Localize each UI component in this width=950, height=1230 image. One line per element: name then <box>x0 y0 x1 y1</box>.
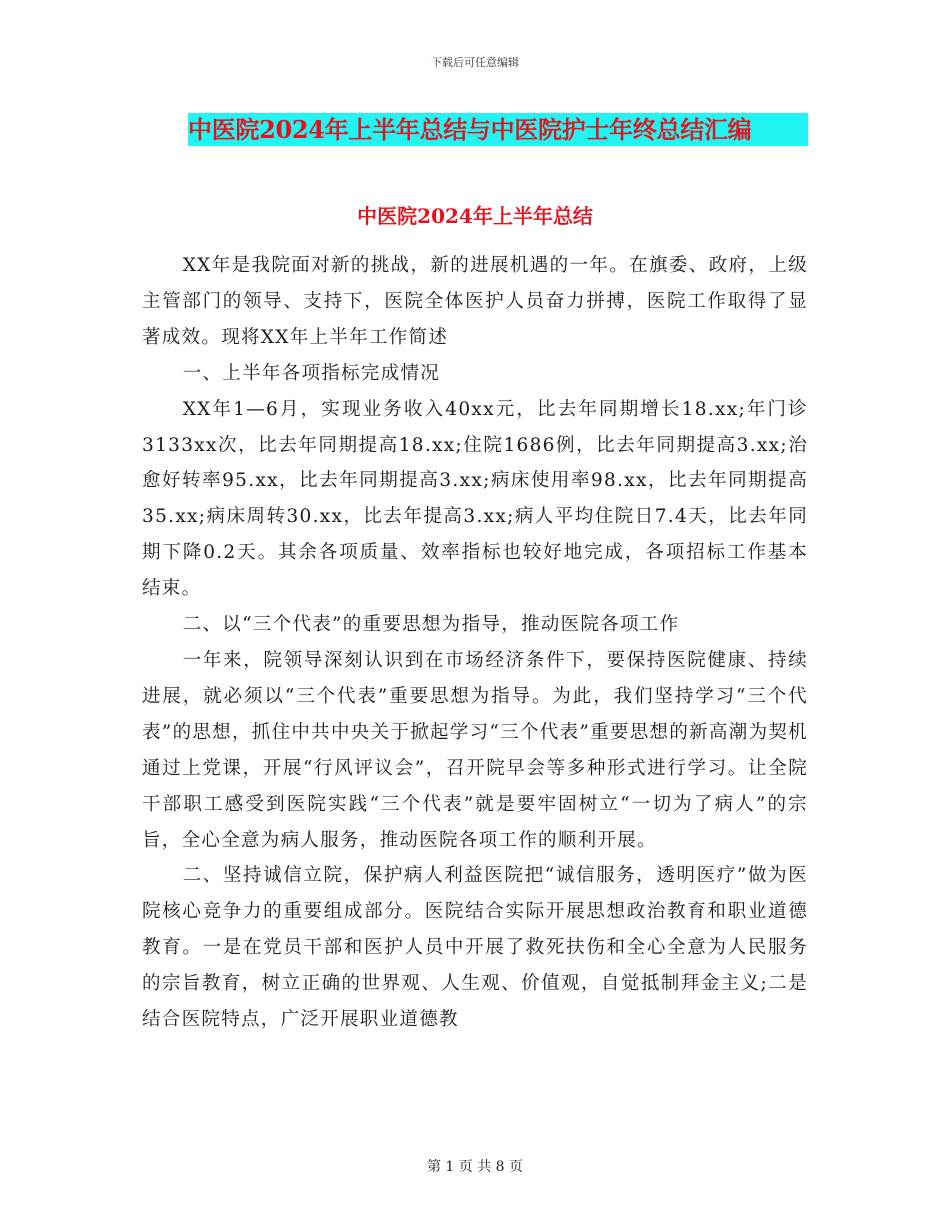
header-note: 下载后可任意编辑 <box>431 56 519 69</box>
section-title: 中医院2024年上半年总结 <box>357 204 593 228</box>
document-body <box>142 248 808 1038</box>
paragraph: XX年1—6月，实现业务收入40xx元，比去年同期增长18.xx;年门诊3133xx次，比去年同期提高18.xx;住院1686例，比去年同期提高3.xx;治愈好转率95.xx，比去年同期提高3.xx;病床使用率98.xx，比去年同期提高35.xx;病床周转30.xx，比去年提高3.xx;病人平均住院日7.4天，比去年同期下降0.2天。其余各项质量、效率指标也较好地完成，各项招标工作基本结束。 <box>142 398 808 600</box>
page-number-footer: 第 1 页 共 8 页 <box>426 1159 524 1175</box>
paragraph-heading: 二、以“三个代表”的重要思想为指导，推动医院各项工作 <box>182 614 680 636</box>
document-title: 中医院2024年上半年总结与中医院护士年终总结汇编 <box>188 115 752 144</box>
paragraph: 二、坚持诚信立院，保护病人利益医院把“诚信服务，透明医疗”做为医院核心竞争力的重要组成部分。医院结合实际开展思想政治教育和职业道德教育。一是在党员干部和医护人员中开展了救死扶伤和全心全意为人民服务的宗旨教育，树立正确的世界观、人生观、价值观，自觉抵制拜金主义;二是结合医院特点，广泛开展职业道德教 <box>142 865 808 1031</box>
paragraph: 一年来，院领导深刻认识到在市场经济条件下，要保持医院健康、持续进展，就必须以“三个代表”重要思想为指导。为此，我们坚持学习“三个代表”的思想，抓住中共中央关于掀起学习“三个代表”重要思想的新高潮为契机通过上党课，开展“行风评议会”，召开院早会等多种形式进行学习。让全院干部职工感受到医院实践“三个代表”就是要牢固树立“一切为了病人”的宗旨，全心全意为病人服务，推动医院各项工作的顺利开展。 <box>142 649 808 851</box>
document-title-highlight <box>188 113 808 146</box>
paragraph: XX年是我院面对新的挑战，新的进展机遇的一年。在旗委、政府，上级主管部门的领导、支持下，医院全体医护人员奋力拼搏，医院工作取得了显著成效。现将XX年上半年工作简述 <box>142 255 808 348</box>
paragraph-heading: 一、上半年各项指标完成情况 <box>182 362 441 384</box>
